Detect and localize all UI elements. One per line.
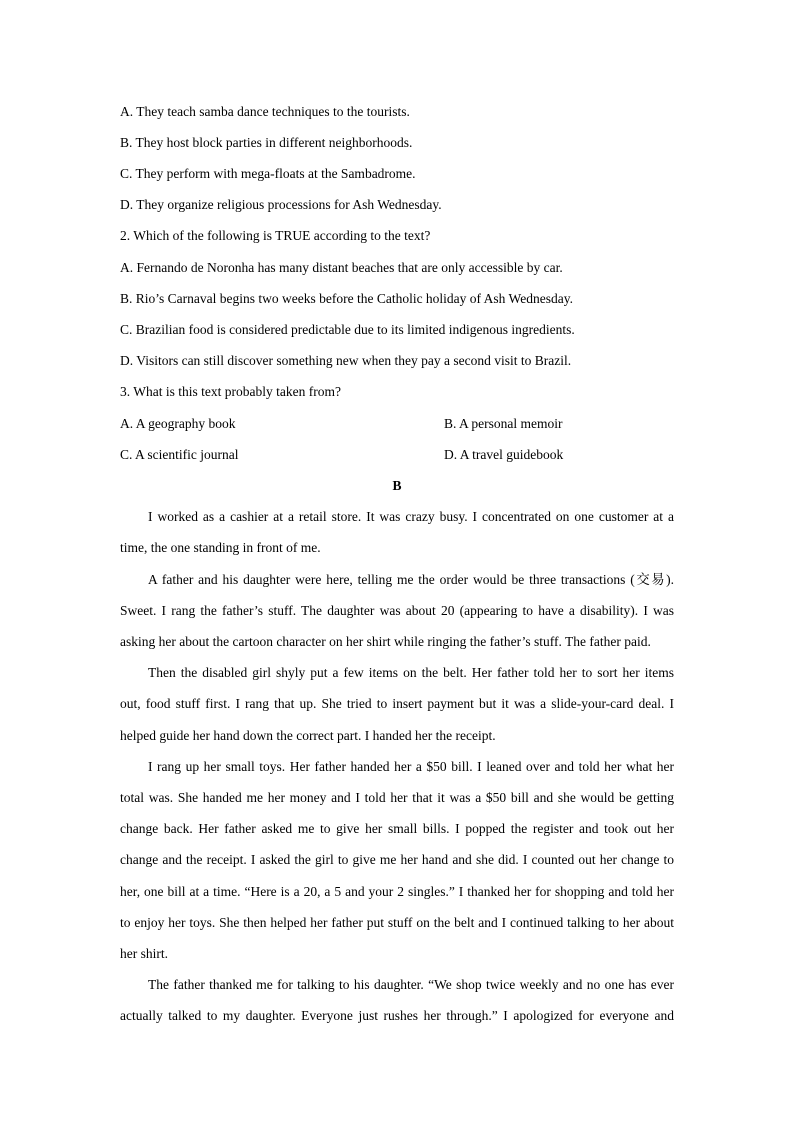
passage-line: total was. She handed me her money and I told her that it was a $50 bill and she would be getting [120, 790, 674, 805]
q2-option-a: A. Fernando de Noronha has many distant beaches that are only accessible by car. [120, 260, 563, 275]
passage-line: I rang up her small toys. Her father handed her a $50 bill. I leaned over and told her what her [148, 759, 674, 774]
passage-line: to enjoy her toys. She then helped her father put stuff on the belt and I continued talking to her about [120, 915, 674, 930]
q2-option-c: C. Brazilian food is considered predictable due to its limited indigenous ingredients. [120, 322, 575, 337]
passage-line: change and the receipt. I asked the girl to give me her hand and she did. I counted out her change to [120, 852, 674, 867]
passage-line: Sweet. I rang the father’s stuff. The daughter was about 20 (appearing to have a disability). I was [120, 603, 674, 618]
q3-option-b: B. A personal memoir [444, 416, 563, 431]
q3-option-c: C. A scientific journal [120, 447, 239, 462]
passage-line: her shirt. [120, 946, 168, 961]
passage-line: actually talked to my daughter. Everyone just rushes her through.” I apologized for everyone and [120, 1008, 674, 1023]
passage-line: I worked as a cashier at a retail store. It was crazy busy. I concentrated on one customer at a [148, 509, 674, 524]
passage-line: her, one bill at a time. “Here is a 20, a 5 and your 2 singles.” I thanked her for shopping and told her [120, 884, 674, 899]
passage-line: change back. Her father asked me to give her small bills. I popped the register and took out her [120, 821, 674, 836]
q1-option-d: D. They organize religious processions for Ash Wednesday. [120, 197, 442, 212]
passage-line: A father and his daughter were here, telling me the order would be three transactions (交易). [148, 572, 674, 587]
passage-line: time, the one standing in front of me. [120, 540, 321, 555]
q1-option-b: B. They host block parties in different neighborhoods. [120, 135, 413, 150]
q1-option-a: A. They teach samba dance techniques to the tourists. [120, 104, 410, 119]
q3-option-a: A. A geography book [120, 416, 236, 431]
q1-option-c: C. They perform with mega-floats at the Sambadrome. [120, 166, 416, 181]
q2-option-d: D. Visitors can still discover something new when they pay a second visit to Brazil. [120, 353, 572, 368]
passage-line: Then the disabled girl shyly put a few items on the belt. Her father told her to sort her items [148, 665, 674, 680]
q2-option-b: B. Rio’s Carnaval begins two weeks before the Catholic holiday of Ash Wednesday. [120, 291, 573, 306]
passage-line: asking her about the cartoon character on her shirt while ringing the father’s stuff. The father paid. [120, 634, 651, 649]
section-title: B [392, 478, 402, 493]
passage-line: helped guide her hand down the correct part. I handed her the receipt. [120, 728, 496, 743]
q2-question: 2. Which of the following is TRUE according to the text? [120, 228, 431, 243]
q3-question: 3. What is this text probably taken from? [120, 384, 341, 399]
passage-line: The father thanked me for talking to his daughter. “We shop twice weekly and no one has ever [148, 977, 674, 992]
q3-option-d: D. A travel guidebook [444, 447, 564, 462]
passage-line: out, food stuff first. I rang that up. She tried to insert payment but it was a slide-your-card deal. I [120, 696, 674, 711]
